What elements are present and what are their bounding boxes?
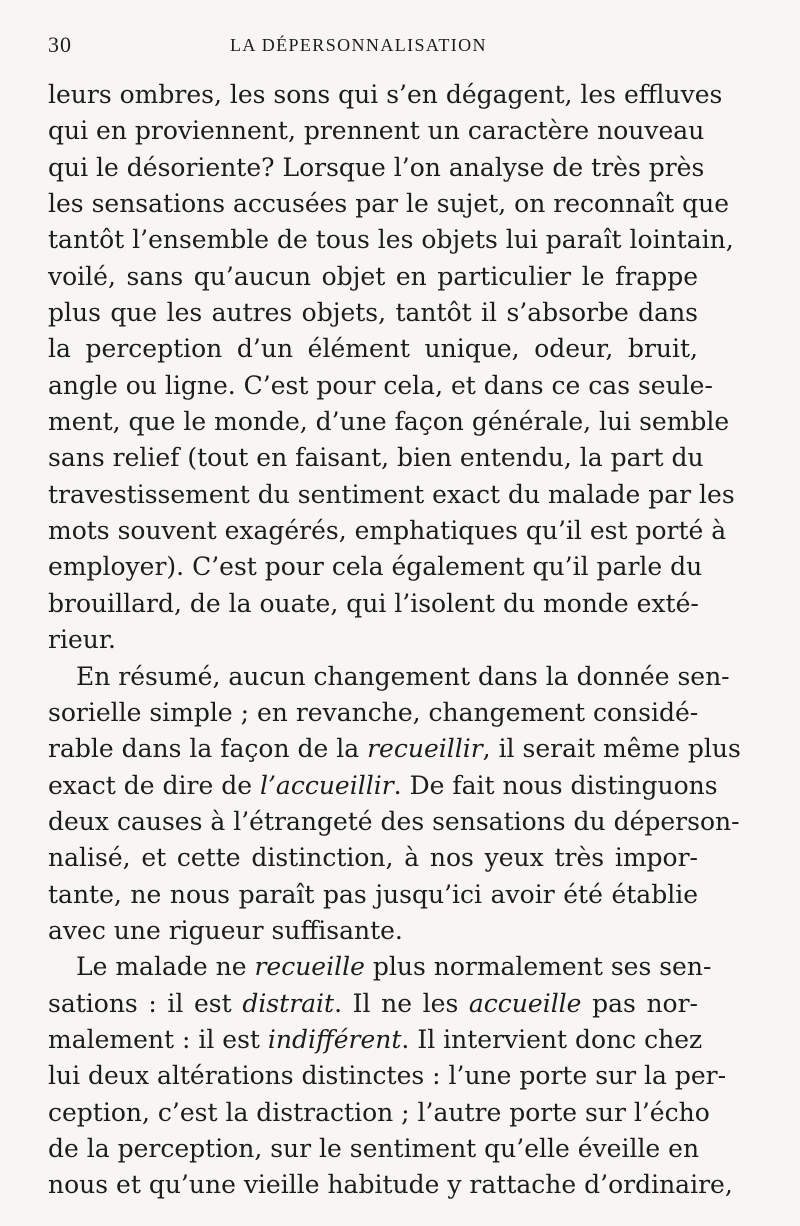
- text-segment: qui en proviennent, prennent un caractère nouveau: [48, 116, 705, 146]
- text-segment: lui deux altérations distinctes : l’une porte sur la per-: [48, 1061, 727, 1091]
- text-segment: qui le désoriente? Lorsque l’on analyse de très près: [48, 152, 705, 182]
- text-segment: plus que les autres objets, tantôt il s’absorbe dans: [48, 298, 698, 328]
- text-line: [48, 549, 703, 585]
- text-line: [48, 1095, 710, 1131]
- text-segment: angle ou ligne. C’est pour cela, et dans ce cas seule-: [48, 370, 713, 400]
- text-line: [48, 986, 698, 1022]
- text-line: [48, 404, 730, 440]
- italic-text: recueille: [254, 952, 365, 982]
- text-line: [48, 513, 727, 549]
- text-line: [48, 659, 730, 695]
- text-segment: malement : il est: [48, 1024, 268, 1054]
- text-line: [48, 695, 698, 731]
- text-line: [48, 731, 741, 767]
- text-line: [48, 840, 698, 876]
- text-segment: tante, ne nous paraît pas jusqu’ici avoir été établie: [48, 879, 698, 909]
- text-line: [48, 477, 735, 513]
- text-segment: exact de dire de: [48, 770, 260, 800]
- text-segment: de la perception, sur le sentiment qu’elle éveille en: [48, 1133, 700, 1163]
- text-segment: . De fait nous distinguons: [393, 770, 718, 800]
- text-line: [48, 259, 698, 295]
- body-text: [48, 77, 741, 1204]
- text-segment: employer). C’est pour cela également qu’il parle du: [48, 552, 703, 582]
- text-line: [48, 77, 723, 113]
- text-segment: tantôt l’ensemble de tous les objets lui paraît lointain,: [48, 225, 734, 255]
- italic-text: accueille: [468, 988, 582, 1018]
- italic-text: l’accueillir: [259, 770, 394, 800]
- text-segment: ception, c’est la distraction ; l’autre porte sur l’écho: [48, 1097, 710, 1127]
- italic-text: recueillir: [367, 734, 483, 764]
- page-number: 30: [48, 32, 72, 57]
- text-segment: rable dans la façon de la: [48, 734, 368, 764]
- text-segment: brouillard, de la ouate, qui l’isolent du monde exté-: [48, 588, 699, 618]
- text-line: [48, 331, 698, 367]
- text-line: [48, 150, 705, 186]
- text-line: [48, 368, 713, 404]
- text-segment: En résumé, aucun changement dans la donnée sen-: [76, 661, 730, 691]
- text-segment: . Il ne les: [334, 988, 469, 1018]
- text-line: [48, 586, 698, 622]
- italic-text: distrait: [242, 988, 335, 1018]
- text-line: [48, 440, 704, 476]
- text-segment: nous et qu’une vieille habitude y rattache d’ordinaire,: [48, 1170, 733, 1200]
- text-line: [48, 1131, 698, 1167]
- running-title: LA DÉPERSONNALISATION: [230, 35, 487, 55]
- text-segment: mots souvent exagérés, emphatiques qu’il est porté à: [48, 516, 727, 546]
- text-segment: avec une rigueur suffisante.: [48, 915, 403, 945]
- text-segment: nalisé, et cette distinction, à nos yeux très impor-: [48, 843, 698, 873]
- text-segment: voilé, sans qu’aucun objet en particulier le frappe: [48, 261, 698, 291]
- text-line: [48, 877, 698, 913]
- text-line: [48, 622, 698, 658]
- text-segment: la perception d’un élément unique, odeur, bruit,: [48, 334, 698, 364]
- text-line: [48, 913, 698, 949]
- text-segment: pas nor-: [581, 988, 699, 1018]
- text-segment: sorielle simple ; en revanche, changement considé-: [48, 697, 699, 727]
- text-segment: leurs ombres, les sons qui s’en dégagent, les effluves: [48, 80, 723, 109]
- text-segment: les sensations accusées par le sujet, on reconnaît que: [48, 189, 730, 219]
- text-segment: , il serait même plus: [482, 734, 741, 764]
- text-segment: ment, que le monde, d’une façon générale, lui semble: [48, 407, 730, 437]
- text-segment: travestissement du sentiment exact du malade par les: [48, 479, 735, 509]
- italic-text: indifférent: [267, 1024, 402, 1054]
- text-line: [48, 113, 705, 149]
- text-line: [48, 1058, 727, 1094]
- text-segment: Le malade ne: [76, 952, 255, 982]
- text-segment: rieur.: [48, 625, 116, 655]
- text-segment: plus normalement ses sen-: [364, 952, 712, 982]
- text-line: [48, 768, 718, 804]
- running-header: [48, 32, 752, 64]
- text-segment: . Il intervient donc chez: [401, 1024, 703, 1054]
- text-line: [48, 949, 712, 985]
- text-segment: sations : il est: [48, 988, 243, 1018]
- text-line: [48, 186, 730, 222]
- text-segment: deux causes à l’étrangeté des sensations du déperson-: [48, 806, 740, 836]
- text-line: [48, 222, 734, 258]
- text-line: [48, 295, 698, 331]
- text-segment: sans relief (tout en faisant, bien entendu, la part du: [48, 443, 704, 473]
- text-line: [48, 1022, 703, 1058]
- text-line: [48, 1167, 733, 1203]
- text-line: [48, 804, 740, 840]
